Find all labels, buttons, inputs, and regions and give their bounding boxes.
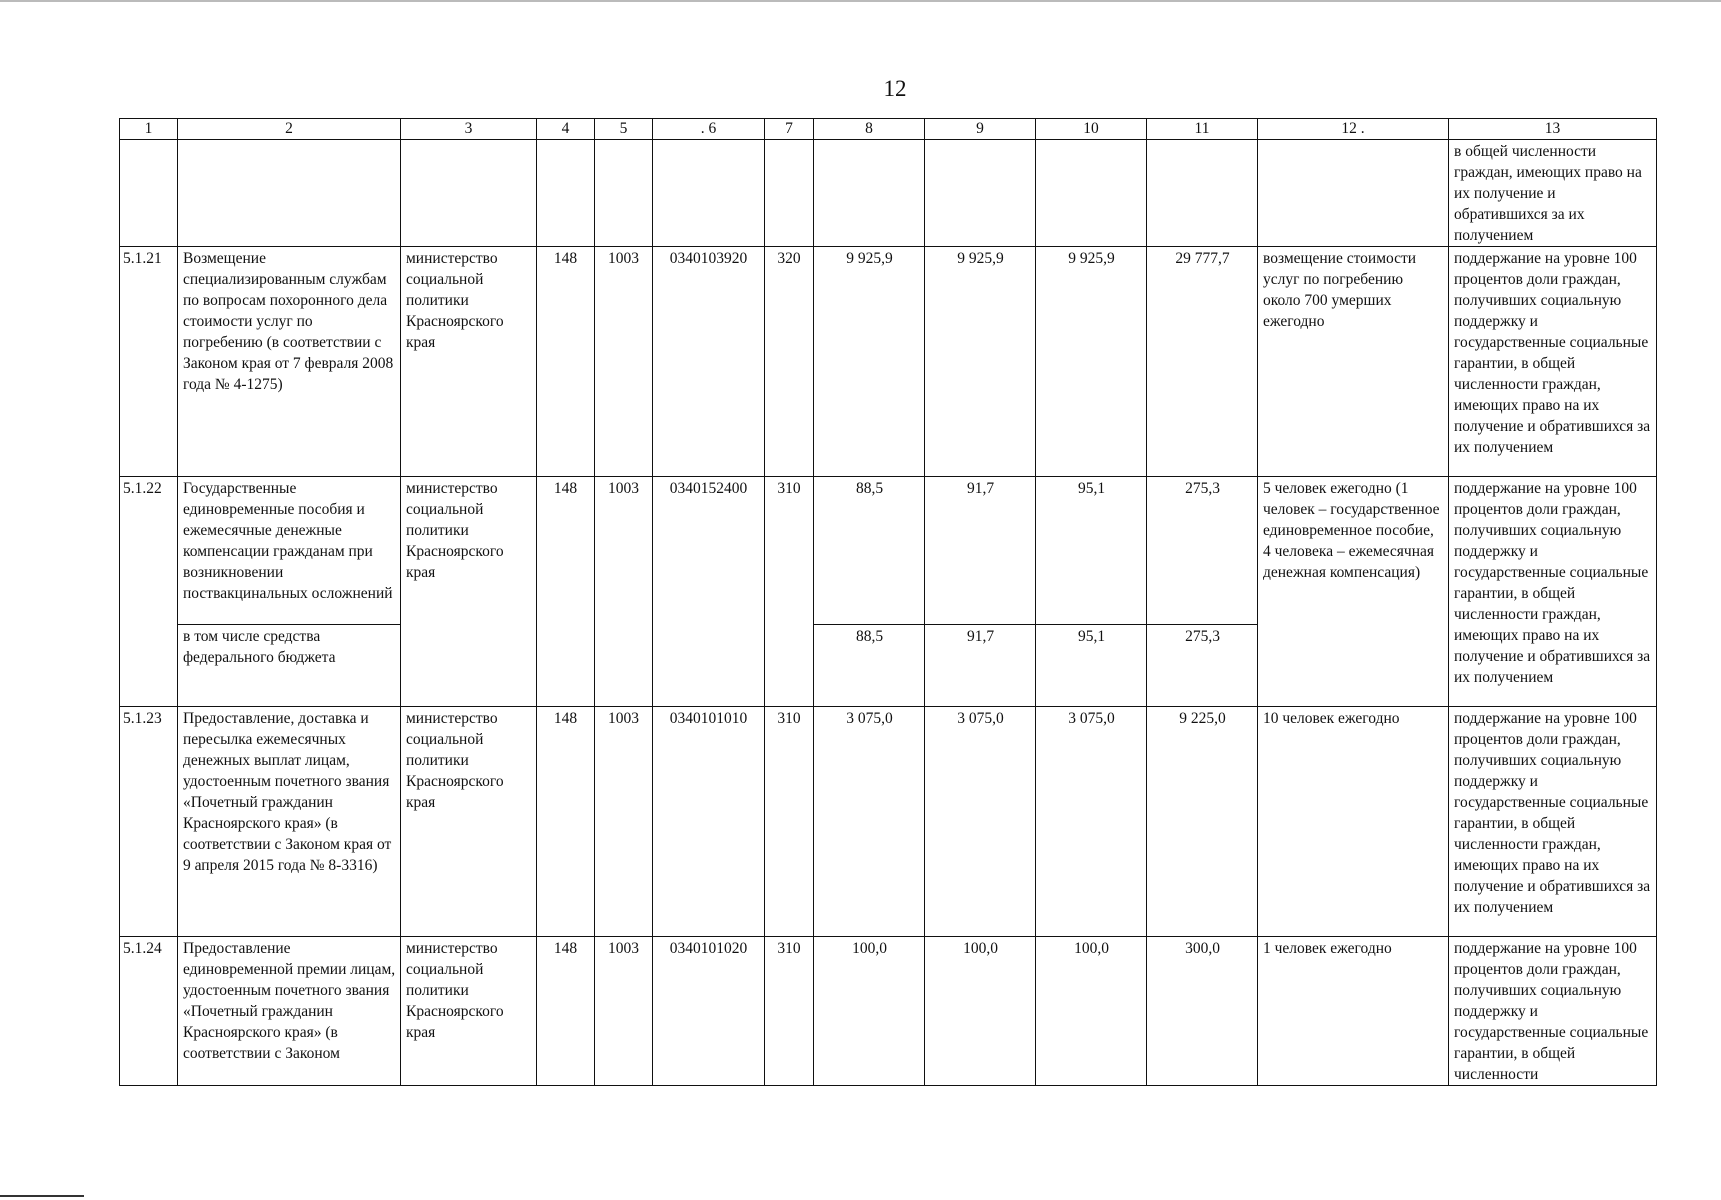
row-c10: 100,0 (1036, 937, 1147, 1086)
cell (1147, 140, 1258, 247)
cell (537, 140, 595, 247)
row-c5: 1003 (595, 477, 653, 707)
table-row (120, 937, 1657, 1086)
row-id: 5.1.21 (120, 247, 178, 477)
row-c8: 3 075,0 (814, 707, 925, 937)
row-c12: 5 человек ежегодно (1 человек – государственное единовременное пособие, 4 человека – ежемесячная денежная компенсация) (1258, 477, 1449, 707)
header-col-11: 11 (1147, 119, 1258, 140)
row-c4: 148 (537, 477, 595, 707)
header-col-4: 4 (537, 119, 595, 140)
header-col-1: 1 (120, 119, 178, 140)
row-c9: 100,0 (925, 937, 1036, 1086)
row-c8: 9 925,9 (814, 247, 925, 477)
row-name: Государственные единовременные пособия и ежемесячные денежные компенсации гражданам при возникновении поствакцинальных осложнений (178, 477, 401, 625)
row-c13: поддержание на уровне 100 процентов доли граждан, получивших социальную поддержку и государственные социальные гарантии, в общей численности (1449, 937, 1657, 1086)
table-row (120, 707, 1657, 937)
row-c13: поддержание на уровне 100 процентов доли граждан, получивших социальную поддержку и государственные социальные гарантии, в общей численности граждан, имеющих право на их получение и обратившихся за их получением (1449, 247, 1657, 477)
row-id: 5.1.24 (120, 937, 178, 1086)
subrow-c10: 95,1 (1036, 625, 1147, 707)
header-row (120, 119, 1657, 140)
cell (1036, 140, 1147, 247)
row-c9: 9 925,9 (925, 247, 1036, 477)
row-ministry: министерство социальной политики Красноярского края (401, 707, 537, 937)
row-c5: 1003 (595, 707, 653, 937)
cell (765, 140, 814, 247)
subrow-c11: 275,3 (1147, 625, 1258, 707)
row-c7: 310 (765, 937, 814, 1086)
header-col-6: . 6 (653, 119, 765, 140)
row-ministry: министерство социальной политики Красноярского края (401, 477, 537, 707)
subrow-c9: 91,7 (925, 625, 1036, 707)
row-c8: 88,5 (814, 477, 925, 625)
row-c10: 3 075,0 (1036, 707, 1147, 937)
budget-table (119, 118, 1657, 1086)
row-c13: поддержание на уровне 100 процентов доли граждан, получивших социальную поддержку и государственные социальные гарантии, в общей численности граждан, имеющих право на их получение и обратившихся за их получением (1449, 707, 1657, 937)
cell (595, 140, 653, 247)
cell (120, 140, 178, 247)
header-col-2: 2 (178, 119, 401, 140)
cell (178, 140, 401, 247)
row-c6: 0340101010 (653, 707, 765, 937)
row-c6: 0340101020 (653, 937, 765, 1086)
cell (814, 140, 925, 247)
row-name: Предоставление единовременной премии лицам, удостоенным почетного звания «Почетный гражданин Красноярского края» (в соответствии с Законом (178, 937, 401, 1086)
row-c11: 300,0 (1147, 937, 1258, 1086)
table-row (120, 247, 1657, 477)
header-col-10: 10 (1036, 119, 1147, 140)
row-c4: 148 (537, 707, 595, 937)
row-name: Возмещение специализированным службам по вопросам похоронного дела стоимости услуг по погребению (в соответствии с Законом края от 7 февраля 2008 года № 4-1275) (178, 247, 401, 477)
row-c11: 29 777,7 (1147, 247, 1258, 477)
cell (1258, 140, 1449, 247)
row-c4: 148 (537, 937, 595, 1086)
scan-edge-mark (0, 1195, 84, 1197)
row-c11: 275,3 (1147, 477, 1258, 625)
row-c5: 1003 (595, 247, 653, 477)
page-number: 12 (883, 76, 907, 101)
row-ministry: министерство социальной политики Красноярского края (401, 937, 537, 1086)
table-row (120, 477, 1657, 625)
row-id: 5.1.23 (120, 707, 178, 937)
header-col-12: 12 . (1258, 119, 1449, 140)
subrow-c8: 88,5 (814, 625, 925, 707)
row-c7: 320 (765, 247, 814, 477)
cell (925, 140, 1036, 247)
continuation-row (120, 140, 1657, 247)
row-c12: возмещение стоимости услуг по погребению около 700 умерших ежегодно (1258, 247, 1449, 477)
row-c12: 10 человек ежегодно (1258, 707, 1449, 937)
row-c6: 0340152400 (653, 477, 765, 707)
row-ministry: министерство социальной политики Красноярского края (401, 247, 537, 477)
row-id: 5.1.22 (120, 477, 178, 707)
row-name: Предоставление, доставка и пересылка ежемесячных денежных выплат лицам, удостоенным почетного звания «Почетный гражданин Красноярского края» (в соответствии с Законом края от 9 апреля 2015 года № 8-3316) (178, 707, 401, 937)
header-col-5: 5 (595, 119, 653, 140)
row-c7: 310 (765, 477, 814, 707)
row-c4: 148 (537, 247, 595, 477)
cell (653, 140, 765, 247)
row-c7: 310 (765, 707, 814, 937)
row-c10: 95,1 (1036, 477, 1147, 625)
header-col-13: 13 (1449, 119, 1657, 140)
row-c8: 100,0 (814, 937, 925, 1086)
row-c9: 91,7 (925, 477, 1036, 625)
header-col-9: 9 (925, 119, 1036, 140)
row-c9: 3 075,0 (925, 707, 1036, 937)
continuation-result: в общей численности граждан, имеющих право на их получение и обратившихся за их получением (1449, 140, 1657, 247)
row-c10: 9 925,9 (1036, 247, 1147, 477)
subrow-name: в том числе средства федерального бюджета (178, 625, 401, 707)
header-col-8: 8 (814, 119, 925, 140)
row-c12: 1 человек ежегодно (1258, 937, 1449, 1086)
cell (401, 140, 537, 247)
header-col-7: 7 (765, 119, 814, 140)
row-c11: 9 225,0 (1147, 707, 1258, 937)
row-c13: поддержание на уровне 100 процентов доли граждан, получивших социальную поддержку и государственные социальные гарантии, в общей численности граждан, имеющих право на их получение и обратившихся за их получением (1449, 477, 1657, 707)
header-col-3: 3 (401, 119, 537, 140)
row-c5: 1003 (595, 937, 653, 1086)
row-c6: 0340103920 (653, 247, 765, 477)
scan-top-edge (0, 0, 1721, 2)
